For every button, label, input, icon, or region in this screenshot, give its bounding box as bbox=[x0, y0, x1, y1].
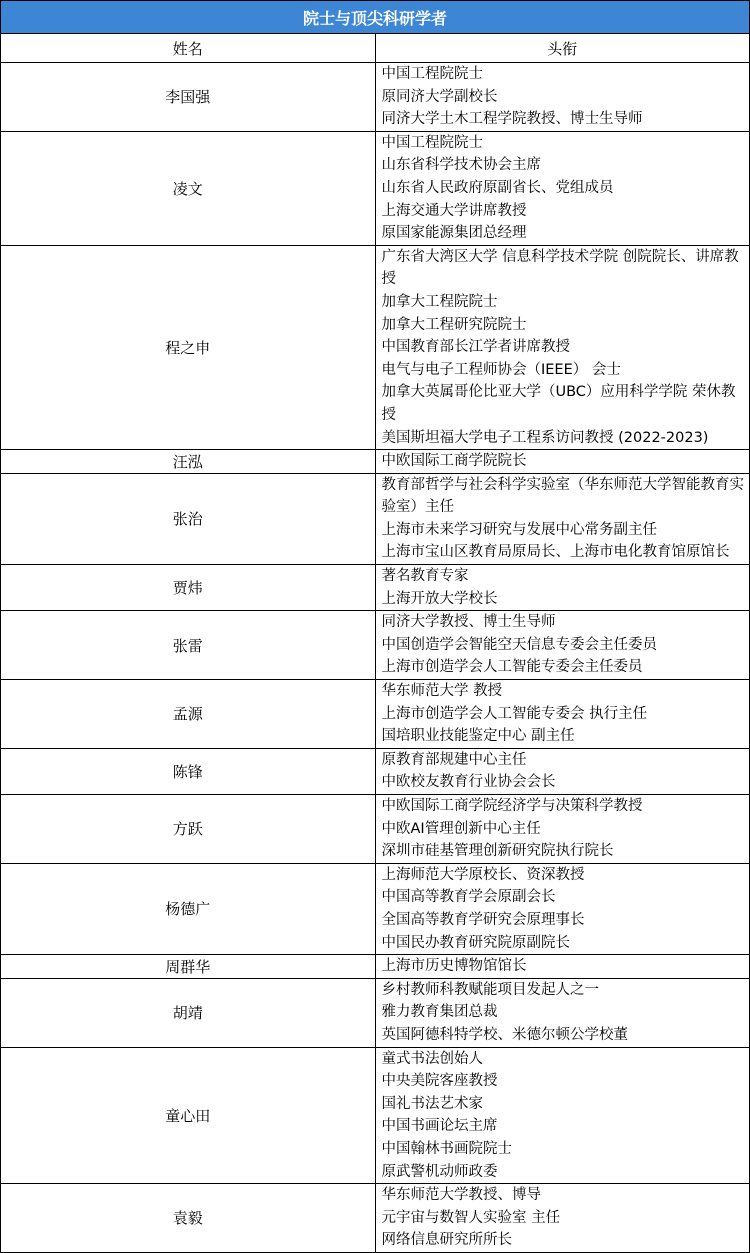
table-row bbox=[1, 955, 750, 979]
title-line: 著名教育专家 bbox=[381, 568, 469, 585]
title-line: 中国民办教育研究院原副院长 bbox=[381, 934, 570, 951]
title-line: 同济大学土木工程学院教授、博士生导师 bbox=[381, 111, 643, 128]
title-line: 教育部哲学与社会科学实验室（华东师范大学智能教育实验室）主任 bbox=[381, 476, 744, 516]
table-row bbox=[1, 131, 750, 245]
person-titles bbox=[375, 863, 750, 954]
title-line: 童式书法创始人 bbox=[381, 1050, 483, 1067]
title-line: 英国阿德科特学校、米德尔顿公学校董 bbox=[381, 1026, 628, 1043]
title-line: 山东省人民政府原副省长、党组成员 bbox=[381, 179, 614, 196]
person-titles bbox=[375, 450, 750, 474]
title-line: 原同济大学副校长 bbox=[381, 88, 498, 105]
table-title-row bbox=[1, 1, 750, 34]
title-line: 上海市创造学会人工智能专委会 执行主任 bbox=[381, 705, 648, 722]
title-line: 中国教育部长江学者讲席教授 bbox=[381, 339, 570, 356]
person-titles bbox=[375, 1047, 750, 1184]
person-titles bbox=[375, 473, 750, 564]
table-row bbox=[1, 473, 750, 564]
person-name: 程之申 bbox=[1, 245, 376, 449]
title-line: 华东师范大学教授、博导 bbox=[381, 1187, 541, 1204]
table-row bbox=[1, 680, 750, 749]
table-row bbox=[1, 565, 750, 611]
title-line: 上海市未来学习研究与发展中心常务副主任 bbox=[381, 521, 657, 538]
header-titles: 头衔 bbox=[375, 34, 750, 63]
person-titles bbox=[375, 63, 750, 132]
person-titles bbox=[375, 748, 750, 794]
person-name: 方跃 bbox=[1, 795, 376, 864]
title-line: 加拿大工程院院士 bbox=[381, 293, 498, 310]
title-line: 上海市宝山区教育局原局长、上海市电化教育馆原馆长 bbox=[381, 544, 730, 561]
table-row bbox=[1, 63, 750, 132]
person-name: 袁毅 bbox=[1, 1184, 376, 1253]
title-line: 中国工程院院士 bbox=[381, 66, 483, 82]
title-line: 乡村教师科教赋能项目发起人之一 bbox=[381, 981, 599, 998]
person-name: 周群华 bbox=[1, 955, 376, 979]
title-line: 电气与电子工程师协会（IEEE） 会士 bbox=[381, 361, 621, 378]
person-name: 张治 bbox=[1, 473, 376, 564]
title-line: 原国家能源集团总经理 bbox=[381, 225, 527, 242]
title-line: 全国高等教育学研究会原理事长 bbox=[381, 911, 585, 928]
title-line: 上海市创造学会人工智能专委会主任委员 bbox=[381, 659, 643, 676]
title-line: 山东省科学技术协会主席 bbox=[381, 157, 541, 174]
title-line: 加拿大工程研究院院士 bbox=[381, 316, 527, 333]
title-line: 中国创造学会智能空天信息专委会主任委员 bbox=[381, 636, 657, 653]
person-titles bbox=[375, 795, 750, 864]
person-name: 童心田 bbox=[1, 1047, 376, 1184]
person-name: 陈锋 bbox=[1, 748, 376, 794]
title-line: 上海开放大学校长 bbox=[381, 590, 498, 607]
title-line: 中央美院客座教授 bbox=[381, 1073, 498, 1090]
title-line: 雅力教育集团总裁 bbox=[381, 1004, 498, 1021]
person-titles bbox=[375, 565, 750, 611]
title-line: 上海师范大学原校长、资深教授 bbox=[381, 866, 585, 883]
person-name: 孟源 bbox=[1, 680, 376, 749]
table-row bbox=[1, 611, 750, 680]
title-line: 加拿大英属哥伦比亚大学（UBC）应用科学学院 荣休教授 bbox=[381, 384, 736, 423]
header-row bbox=[1, 34, 750, 63]
title-line: 同济大学教授、博士生导师 bbox=[381, 614, 556, 631]
title-line: 上海市历史博物馆馆长 bbox=[381, 958, 527, 975]
title-line: 中国工程院院士 bbox=[381, 134, 483, 151]
person-name: 汪泓 bbox=[1, 450, 376, 474]
title-line: 原武警机动师政委 bbox=[381, 1163, 498, 1180]
title-line: 美国斯坦福大学电子工程系访问教授 (2022-2023) bbox=[381, 429, 709, 446]
table-title: 院士与顶尖科研学者 bbox=[1, 1, 750, 34]
table-row bbox=[1, 1047, 750, 1184]
title-line: 华东师范大学 教授 bbox=[381, 683, 503, 700]
title-line: 中国书画论坛主席 bbox=[381, 1118, 498, 1135]
title-line: 网络信息研究所所长 bbox=[381, 1232, 512, 1249]
table-row bbox=[1, 245, 750, 449]
person-titles bbox=[375, 955, 750, 979]
table-row bbox=[1, 450, 750, 474]
title-line: 中欧国际工商学院经济学与决策科学教授 bbox=[381, 798, 643, 814]
table-row bbox=[1, 863, 750, 954]
person-name: 杨德广 bbox=[1, 863, 376, 954]
title-line: 元宇宙与数智人实验室 主任 bbox=[381, 1209, 561, 1226]
table-row bbox=[1, 978, 750, 1047]
title-line: 广东省大湾区大学 信息科学技术学院 创院院长、讲席教授 bbox=[381, 248, 739, 288]
person-name: 凌文 bbox=[1, 131, 376, 245]
title-line: 中国翰林书画院院士 bbox=[381, 1140, 512, 1157]
person-titles bbox=[375, 1184, 750, 1253]
person-titles bbox=[375, 245, 750, 449]
title-line: 中欧校友教育行业协会会长 bbox=[381, 774, 556, 791]
title-line: 国培职业技能鉴定中心 副主任 bbox=[381, 728, 575, 745]
person-titles bbox=[375, 611, 750, 680]
table-row bbox=[1, 748, 750, 794]
title-line: 中欧AI管理创新中心主任 bbox=[381, 820, 541, 837]
person-titles bbox=[375, 680, 750, 749]
title-line: 中国高等教育学会原副会长 bbox=[381, 889, 556, 906]
person-name: 李国强 bbox=[1, 63, 376, 132]
title-line: 上海交通大学讲席教授 bbox=[381, 202, 527, 219]
header-name: 姓名 bbox=[1, 34, 376, 63]
person-name: 胡靖 bbox=[1, 978, 376, 1047]
person-titles bbox=[375, 978, 750, 1047]
person-name: 贾炜 bbox=[1, 565, 376, 611]
title-line: 中欧国际工商学院院长 bbox=[381, 453, 527, 470]
table-row bbox=[1, 1184, 750, 1253]
person-titles bbox=[375, 131, 750, 245]
title-line: 国礼书法艺术家 bbox=[381, 1095, 483, 1112]
title-line: 深圳市硅基管理创新研究院执行院长 bbox=[381, 843, 614, 860]
table-row bbox=[1, 795, 750, 864]
person-name: 张雷 bbox=[1, 611, 376, 680]
title-line: 原教育部规建中心主任 bbox=[381, 751, 527, 768]
